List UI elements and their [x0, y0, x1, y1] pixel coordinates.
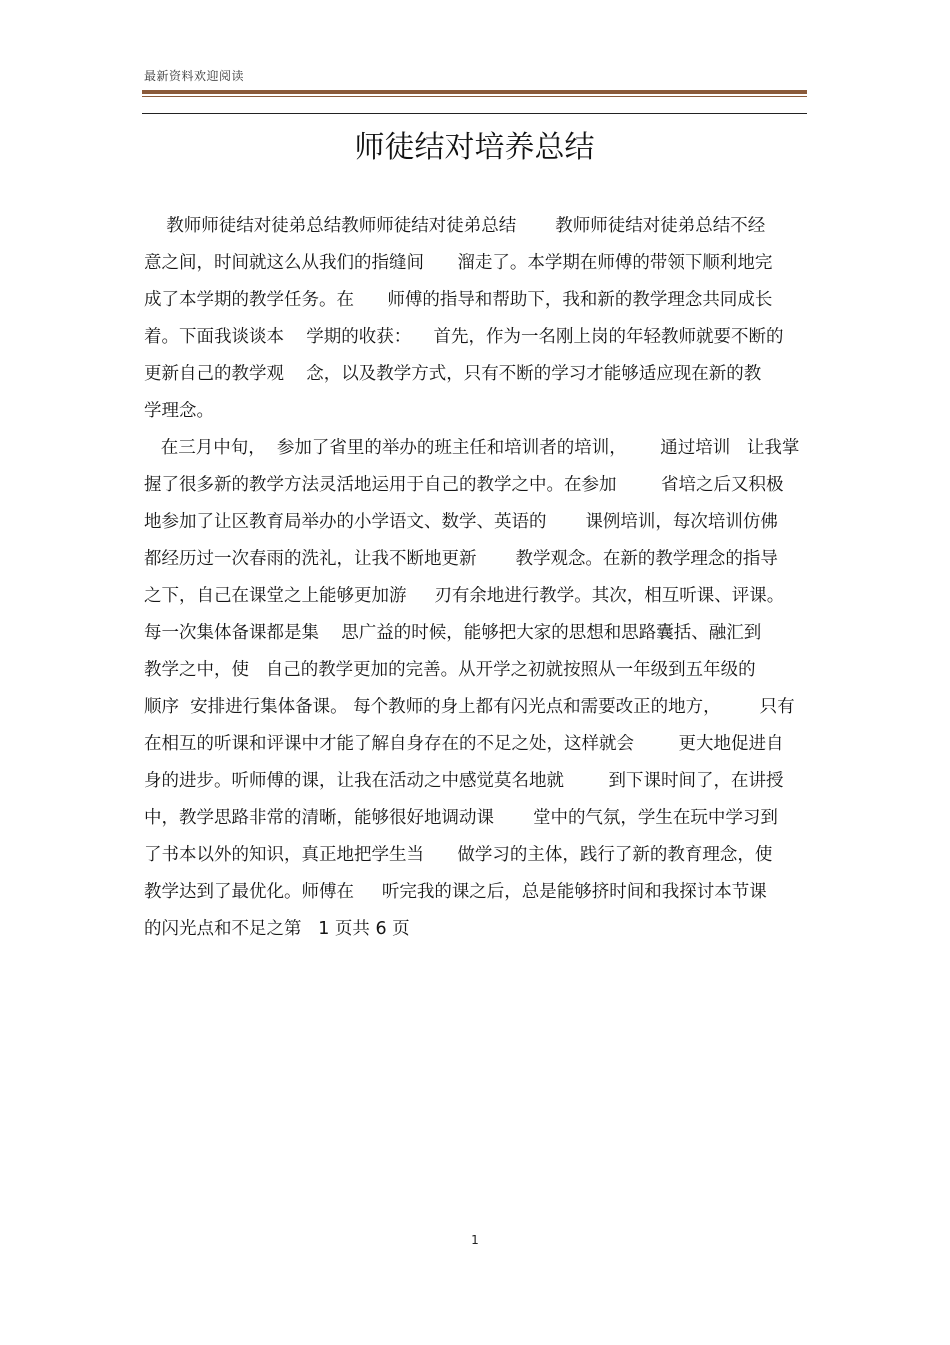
body-line: 教学之中，使 自己的教学更加的完善。从开学之初就按照从一年级到五年级的 [144, 660, 756, 680]
title-rule [142, 113, 807, 114]
body-line: 顺序 安排进行集体备课。 每个教师的身上都有闪光点和需要改正的地方， 只有 [144, 697, 795, 717]
body-line: 意之间，时间就这么从我们的指缝间 溜走了。本学期在师傅的带领下顺利地完 [144, 253, 773, 273]
body-line: 每一次集体备课都是集 思广益的时候，能够把大家的思想和思路囊括、融汇到 [144, 623, 762, 643]
document-title: 师徒结对培养总结 [354, 130, 595, 165]
body-line: 的闪光点和不足之第 1 页共 6 页 [144, 919, 410, 939]
body-line: 握了很多新的教学方法灵活地运用于自己的教学之中。在参加 省培之后又积极 [144, 475, 784, 495]
body-line: 学理念。 [144, 401, 214, 421]
body-line: 更新自己的教学观 念，以及教学方式，只有不断的学习才能够适应现在新的教 [144, 364, 762, 384]
body-line: 之下，自己在课堂之上能够更加游 刃有余地进行教学。其次，相互听课、评课。 [144, 586, 785, 606]
page-number: 1 [471, 1233, 479, 1247]
body-line: 在相互的听课和评课中才能了解自身存在的不足之处，这样就会 更大地促进自 [144, 734, 784, 754]
body-line: 在三月中旬， 参加了省里的举办的班主任和培训者的培训， 通过培训 让我掌 [144, 438, 800, 458]
body-line: 了书本以外的知识，真正地把学生当 做学习的主体，践行了新的教育理念，使 [144, 845, 773, 865]
body-line: 成了本学期的教学任务。在 师傅的指导和帮助下，我和新的教学理念共同成长 [144, 290, 773, 310]
body-line: 教师师徒结对徒弟总结教师师徒结对徒弟总结 教师师徒结对徒弟总结不经 [144, 216, 766, 236]
header-rule-thick [142, 90, 807, 94]
body-line: 着。下面我谈谈本 学期的收获： 首先，作为一名刚上岗的年轻教师就要不断的 [144, 327, 784, 347]
body-line: 教学达到了最优化。师傅在 听完我的课之后，总是能够挤时间和我探讨本节课 [144, 882, 767, 902]
header-rule-thin [142, 96, 807, 97]
header-text: 最新资料欢迎阅读 [144, 69, 245, 83]
document-body [144, 208, 806, 948]
body-line: 中，教学思路非常的清晰，能够很好地调动课 堂中的气氛，学生在玩中学习到 [144, 808, 778, 828]
body-line: 身的进步。听师傅的课，让我在活动之中感觉莫名地就 到下课时间了，在讲授 [144, 771, 784, 791]
body-line: 都经历过一次春雨的洗礼，让我不断地更新 教学观念。在新的教学理念的指导 [144, 549, 778, 569]
body-line: 地参加了让区教育局举办的小学语文、数学、英语的 课例培训，每次培训仿佛 [144, 512, 778, 532]
